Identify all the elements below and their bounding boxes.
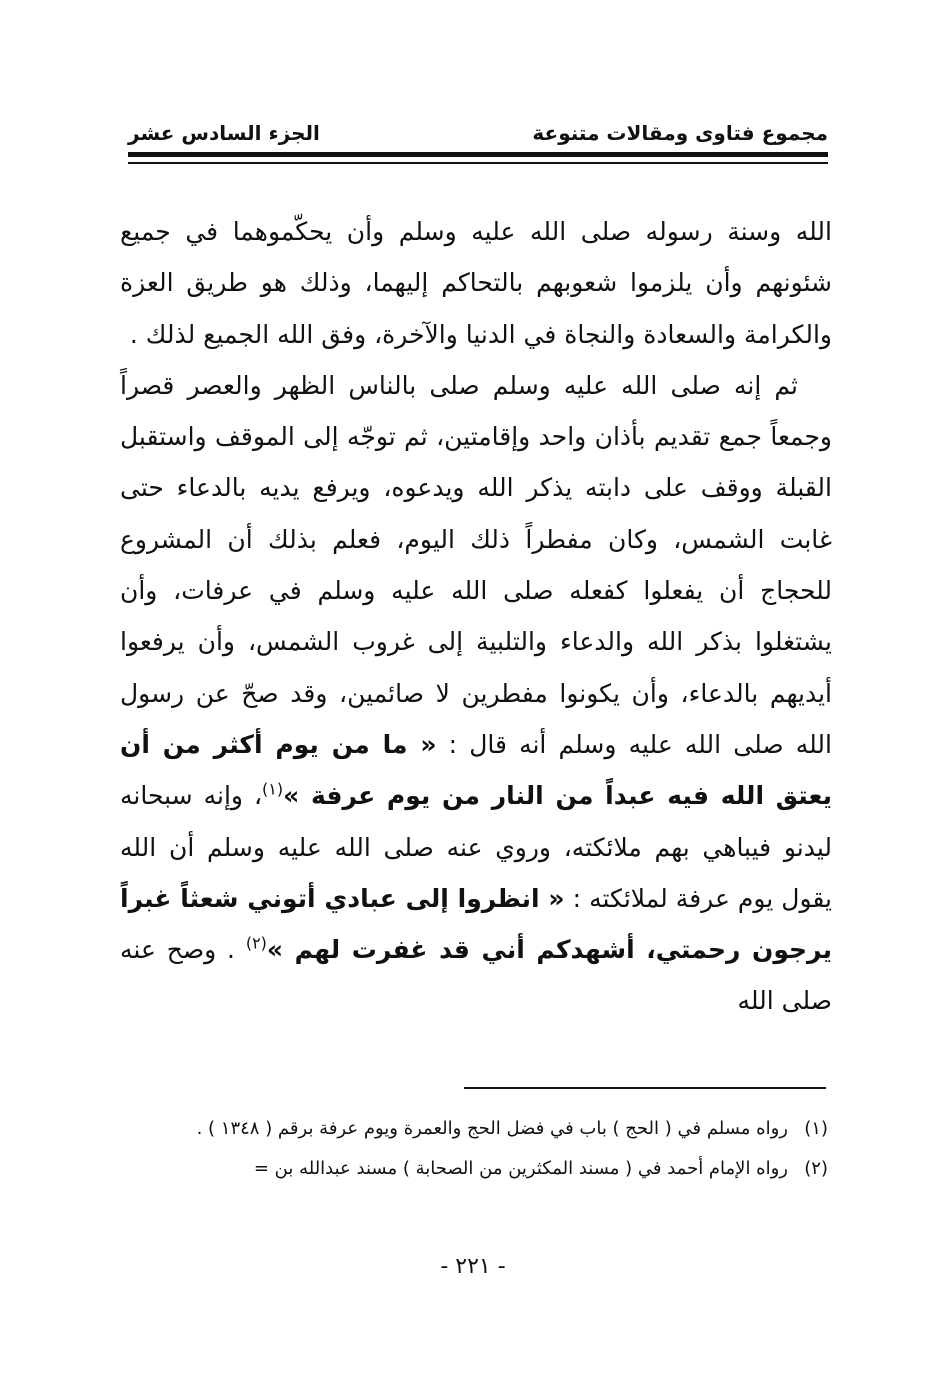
- volume-label: الجزء السادس عشر: [128, 121, 320, 145]
- paragraph-2-part-c: . وصح عنه صلى الله: [120, 935, 832, 1016]
- footnote-1: [112, 1112, 828, 1145]
- footnote-ref-1[interactable]: (١): [262, 779, 284, 799]
- hadith-quote-1: « ما من يوم أكثر من أن يعتق الله فيه عبداً من النار من يوم عرفة »: [120, 729, 832, 811]
- header-rule-thin: [128, 162, 828, 164]
- paragraph-2-part-b: ، وإنه سبحانه ليدنو فيباهي بهم ملائكته، وروي عنه صلى الله عليه وسلم أن الله يقول يوم عرفة لملائكته :: [120, 781, 832, 913]
- footnote-separator: [464, 1087, 826, 1089]
- footnotes: [112, 1112, 828, 1192]
- footnote-number: (٢): [804, 1158, 828, 1179]
- running-header: [128, 118, 828, 152]
- footnote-ref-2[interactable]: (٢): [245, 933, 267, 953]
- page-number: - ٢٢١ -: [440, 1254, 506, 1279]
- footnote-text: رواه مسلم في ( الحج ) باب في فضل الحج والعمرة ويوم عرفة برقم ( ١٣٤٨ ) .: [196, 1118, 788, 1139]
- hadith-quote-2: « انظروا إلى عبادي أتوني شعثاً غبراً يرجون رحمتي، أشهدكم أني قد غفرت لهم »: [120, 883, 832, 965]
- paragraph-2: [120, 360, 832, 1027]
- body-text: [120, 206, 832, 1027]
- footnote-text: رواه الإمام أحمد في ( مسند المكثرين من الصحابة ) مسند عبدالله بن =: [253, 1158, 788, 1179]
- footnote-number: (١): [804, 1118, 828, 1139]
- paragraph-2-part-a: ثم إنه صلى الله عليه وسلم صلى بالناس الظهر والعصر قصراً وجمعاً جمع تقديم بأذان واحد وإقامتين، ثم توجّه إلى الموقف واستقبل القبلة ووقف على دابته يذكر الله ويدعوه، ويرفع يديه بالدعاء حتى غابت الشمس، وكان مفطراً ذلك اليوم، فعلم بذلك أن المشروع للحجاج أن يفعلوا كفعله صلى الله عليه وسلم في عرفات، وأن يشتغلوا بذكر الله والدعاء والتلبية إلى غروب الشمس، وأن يرفعوا أيديهم بالدعاء، وأن يكونوا مفطرين لا صائمين، وقد صحّ عن رسول الله صلى الله عليه وسلم أنه قال :: [120, 370, 832, 759]
- paragraph-1: الله وسنة رسوله صلى الله عليه وسلم وأن يحكّموهما في جميع شئونهم وأن يلزموا شعوبهم بالتحاكم إليهما، وذلك هو طريق العزة والكرامة والسعادة والنجاة في الدنيا والآخرة، وفق الله الجميع لذلك .: [120, 217, 832, 349]
- book-title: مجموع فتاوى ومقالات متنوعة: [532, 121, 828, 145]
- header-rule-thick: [128, 152, 828, 157]
- footnote-2: [112, 1152, 828, 1185]
